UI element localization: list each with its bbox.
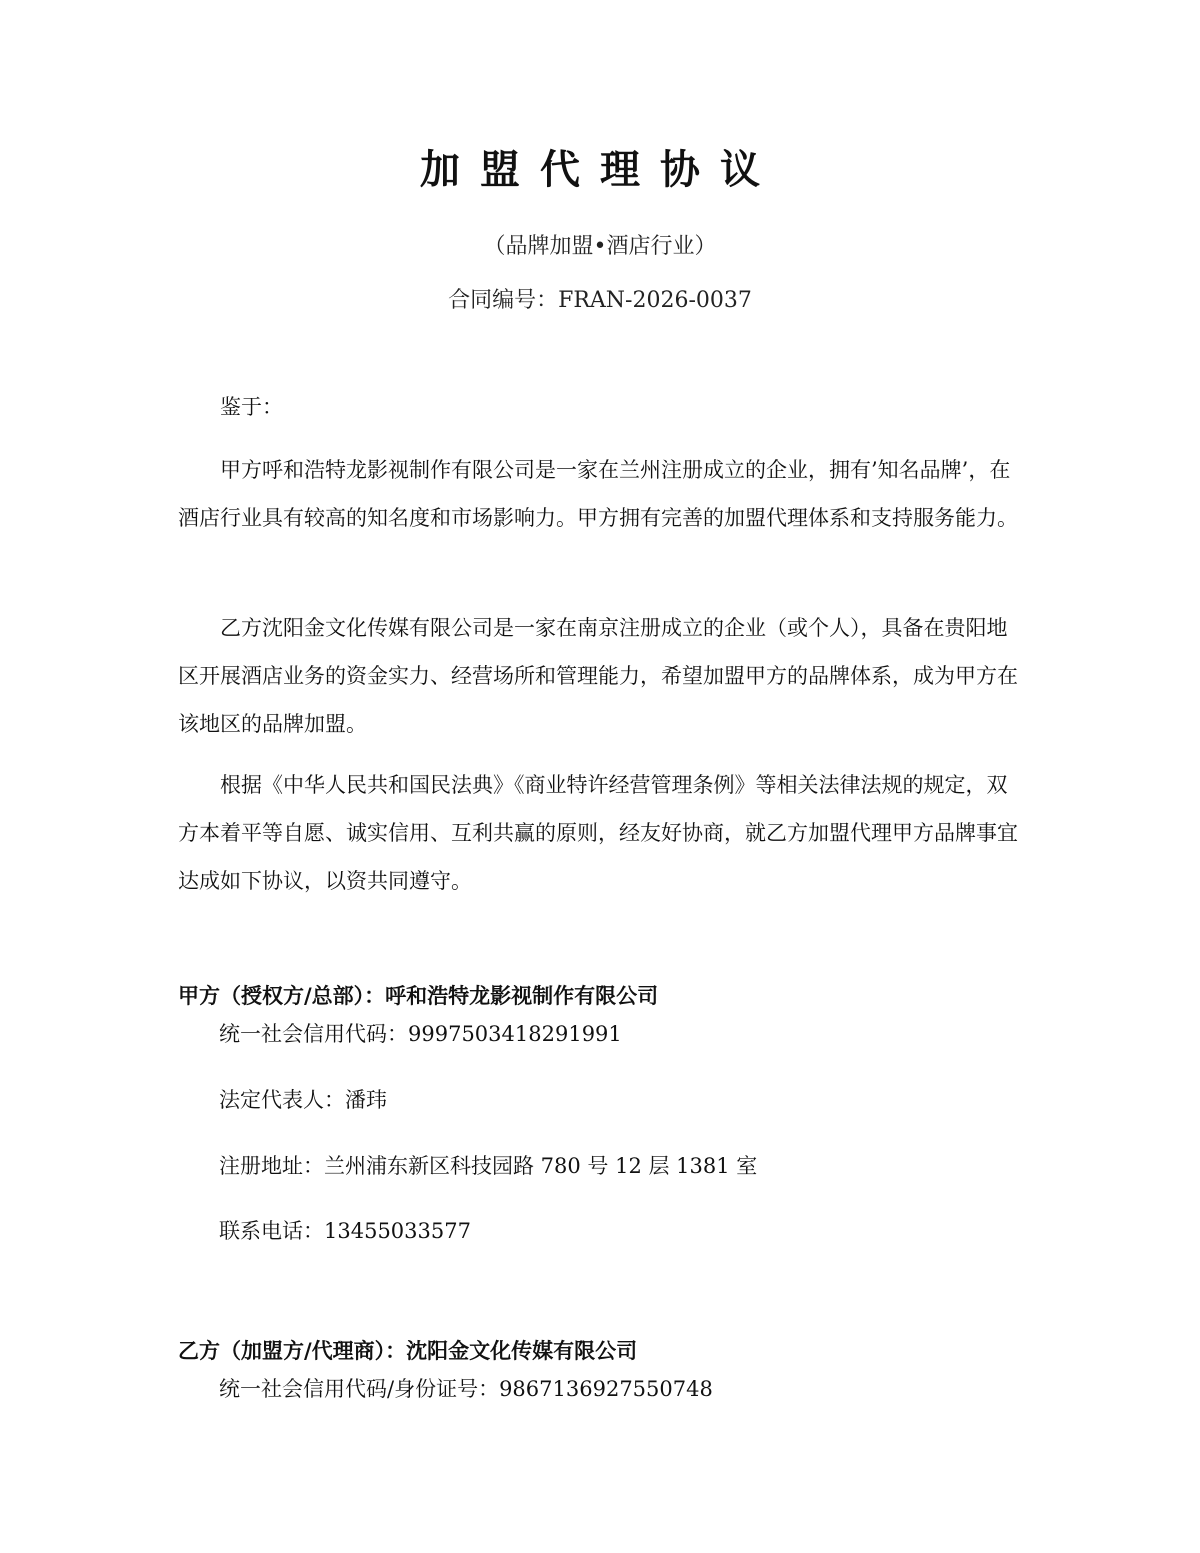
party-a-heading: 甲方（授权方/总部）：呼和浩特龙影视制作有限公司 — [178, 984, 659, 1008]
document-subtitle: （品牌加盟•酒店行业） — [483, 234, 717, 259]
recital-paragraph-2: 乙方沈阳金文化传媒有限公司是一家在南京注册成立的企业（或个人），具备在贵阳地区开展酒店业务的资金实力、经营场所和管理能力，希望加盟甲方的品牌体系，成为甲方在该地区的品牌加盟。 — [178, 616, 1018, 736]
document-title: 加盟代理协议 — [420, 147, 780, 193]
recitals-lead: 鉴于： — [220, 395, 283, 419]
recital-paragraph-3: 根据《中华人民共和国民法典》《商业特许经营管理条例》等相关法律法规的规定，双方本着平等自愿、诚实信用、互利共赢的原则，经友好协商，就乙方加盟代理甲方品牌事宜达成如下协议，以资共同遵守。 — [178, 773, 1018, 893]
party-a-phone: 联系电话：13455033577 — [219, 1219, 471, 1243]
recital-paragraph-1: 甲方呼和浩特龙影视制作有限公司是一家在兰州注册成立的企业，拥有’知名品牌’，在酒店行业具有较高的知名度和市场影响力。甲方拥有完善的加盟代理体系和支持服务能力。 — [178, 458, 1018, 530]
party-a-address: 注册地址：兰州浦东新区科技园路 780 号 12 层 1381 室 — [219, 1154, 758, 1178]
party-a-legal-rep: 法定代表人：潘玮 — [219, 1088, 387, 1112]
party-a-credit-code: 统一社会信用代码：9997503418291991 — [219, 1022, 622, 1046]
party-b-credit-code: 统一社会信用代码/身份证号：9867136927550748 — [219, 1377, 713, 1401]
party-b-heading: 乙方（加盟方/代理商）：沈阳金文化传媒有限公司 — [178, 1339, 638, 1363]
contract-number: 合同编号：FRAN-2026-0037 — [448, 288, 752, 313]
